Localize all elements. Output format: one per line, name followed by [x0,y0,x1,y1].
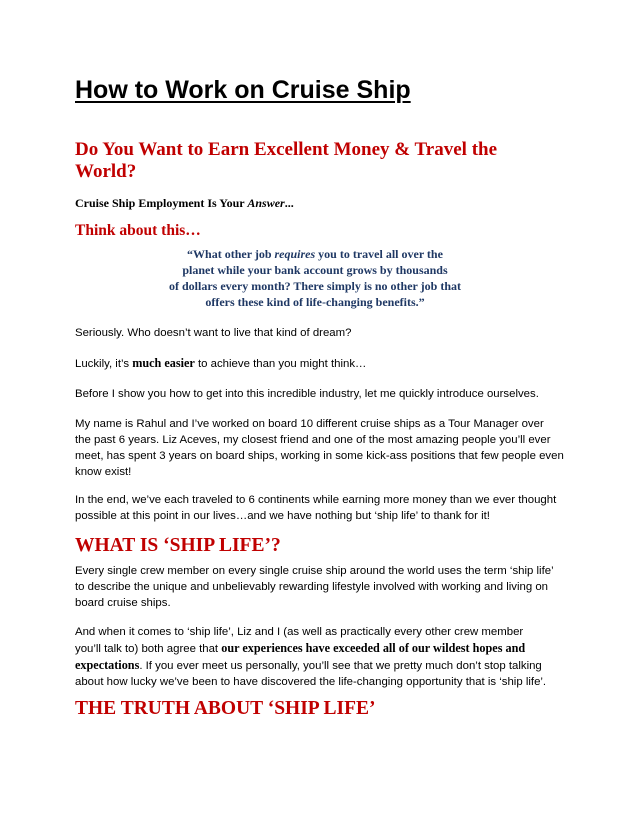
intro-para-line-4: know exist! [75,466,132,478]
headline: Do You Want to Earn Excellent Money & Travel the World? [75,139,498,182]
intro-prefix: Cruise Ship Employment Is Your [75,196,248,210]
paragraph-when-it-comes [75,624,565,690]
quote-line-3: of dollars every month? There simply is no other job that [168,279,461,293]
paragraph-before-text: Before I show you how to get into this incredible industry, let me quickly introduce ourselves. [75,388,539,400]
luckily-end: to achieve than you might think… [194,358,367,370]
quote-line-1 [75,246,555,262]
paragraph-every-crew-member [75,563,565,611]
luckily-start: Luckily, it’s [75,358,133,370]
intro-para-line-1: My name is Rahul and I’ve worked on board 10 different cruise ships as a Tour Manager over [75,418,544,430]
end-para-line-2: possible at this point in our lives…and we have nothing but ‘ship life’ to thank for it! [75,510,490,522]
paragraph-luckily [75,355,565,372]
when-line-3-bold: expectations [75,658,140,672]
paragraph-in-the-end [75,492,565,524]
section-heading-what-is-ship-life: WHAT IS ‘SHIP LIFE’? [75,535,281,556]
section-heading-truth-about-ship-life: THE TRUTH ABOUT ‘SHIP LIFE’ [75,698,376,719]
intro-suffix: ... [284,196,294,210]
paragraph-seriously-text: Seriously. Who doesn’t want to live that kind of dream? [75,327,352,339]
intro-line [75,196,294,211]
intro-para-line-3: meet, has spent 3 years on board ships, working in some kick-ass positions that few people even [75,450,564,462]
quote-line-1-end: you to travel all over the [315,247,443,261]
paragraph-luckily-line [75,355,565,372]
when-line-2-start: you’ll talk to) both agree that [75,643,222,655]
when-line-2-bold: our experiences have exceeded all of our wildest hopes and [221,641,526,655]
paragraph-seriously [75,325,565,341]
quote-line-4: offers these kind of life-changing benefits.” [205,295,425,309]
when-line-3-end: . If you ever meet us personally, you’ll see that we pretty much don’t stop talking [139,660,542,672]
pull-quote [75,246,555,310]
luckily-bold: much easier [132,356,195,370]
quote-line-1-start: “What other job [187,247,275,261]
when-para-line-2 [75,640,565,657]
paragraph-introduction [75,416,565,480]
when-para-line-1: And when it comes to ‘ship life’, Liz and I (as well as practically every other crew member [75,626,524,638]
when-para-line-3 [75,657,565,674]
intro-para-line-2: the past 6 years. Liz Aceves, my closest friend and one of the most amazing people you’ll ever [75,434,551,446]
paragraph-before [75,386,565,402]
page-title: How to Work on Cruise Ship [75,76,411,104]
intro-emphasis: Answer [247,196,285,210]
every-para-line-2: to describe the unique and unbelievably rewarding lifestyle involved with working and living on [75,581,548,593]
every-para-line-1: Every single crew member on every single cruise ship around the world uses the term ‘ship life’ [75,565,554,577]
quote-emphasis: requires [274,247,316,261]
quote-line-2: planet while your bank account grows by thousands [182,263,448,277]
think-heading: Think about this… [75,222,201,239]
when-para-line-4: about how lucky we’ve been to have discovered the life-changing opportunity that is ‘ship life’. [75,676,547,688]
every-para-line-3: board cruise ships. [75,597,171,609]
end-para-line-1: In the end, we’ve each traveled to 6 continents while earning more money than we ever thought [75,494,557,506]
